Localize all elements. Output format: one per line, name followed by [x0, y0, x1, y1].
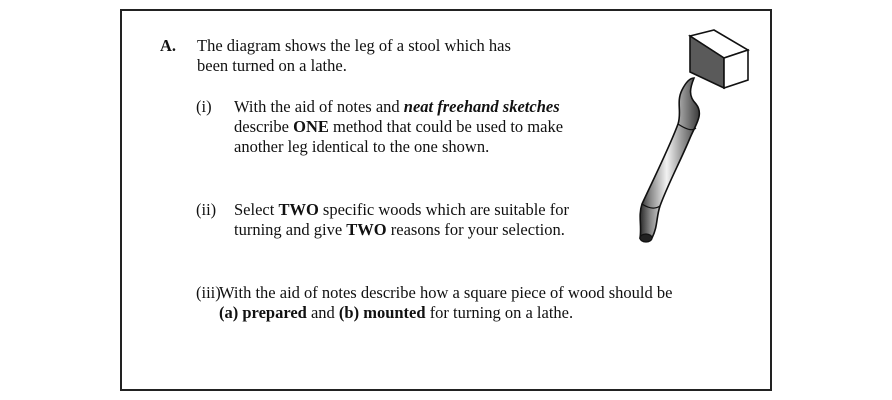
- part-ii-line-1: [234, 200, 569, 220]
- turned-stool-leg-icon: [620, 28, 760, 250]
- part-i-text: [234, 97, 563, 157]
- question-stem: [197, 36, 511, 76]
- question-label: A.: [160, 36, 177, 55]
- part-ii-text-woods: specific woods which are suitable for: [318, 200, 569, 219]
- part-iii-text: [219, 283, 672, 323]
- part-iii-bold-prepared: (a) prepared: [219, 303, 307, 322]
- part-i-bold-one: ONE: [293, 117, 329, 136]
- part-i-text-plain: With the aid of notes and: [234, 97, 404, 116]
- part-ii-bold-two-reasons: TWO: [346, 220, 387, 239]
- part-iii-bold-mounted: (b) mounted: [338, 303, 426, 322]
- part-ii-text-reasons: reasons for your selection.: [386, 220, 565, 239]
- part-ii-line-2: [234, 220, 569, 240]
- part-i-line-3: another leg identical to the one shown.: [234, 137, 490, 156]
- part-i-line-1: [234, 97, 563, 117]
- part-i-emphasis: neat freehand sketches: [403, 97, 560, 116]
- part-i-line-2: [234, 117, 563, 137]
- part-iii-number: (iii): [196, 283, 221, 302]
- part-iii-text-and: and: [306, 303, 339, 322]
- part-ii-number: (ii): [196, 200, 217, 219]
- part-ii-text-select: Select: [234, 200, 279, 219]
- part-i-text-describe: describe: [234, 117, 294, 136]
- part-ii-text-turning: turning and give: [234, 220, 347, 239]
- part-iii-line-1: With the aid of notes describe how a square piece of wood should be: [219, 283, 673, 302]
- part-ii-text: [234, 200, 569, 240]
- part-ii-bold-two: TWO: [278, 200, 319, 219]
- part-i-number: (i): [196, 97, 212, 116]
- stem-line-1: The diagram shows the leg of a stool which has: [197, 36, 511, 55]
- part-iii-line-2: [219, 303, 672, 323]
- part-i-text-method: method that could be used to make: [328, 117, 564, 136]
- part-iii-text-lathe: for turning on a lathe.: [425, 303, 574, 322]
- stem-line-2: been turned on a lathe.: [197, 56, 347, 75]
